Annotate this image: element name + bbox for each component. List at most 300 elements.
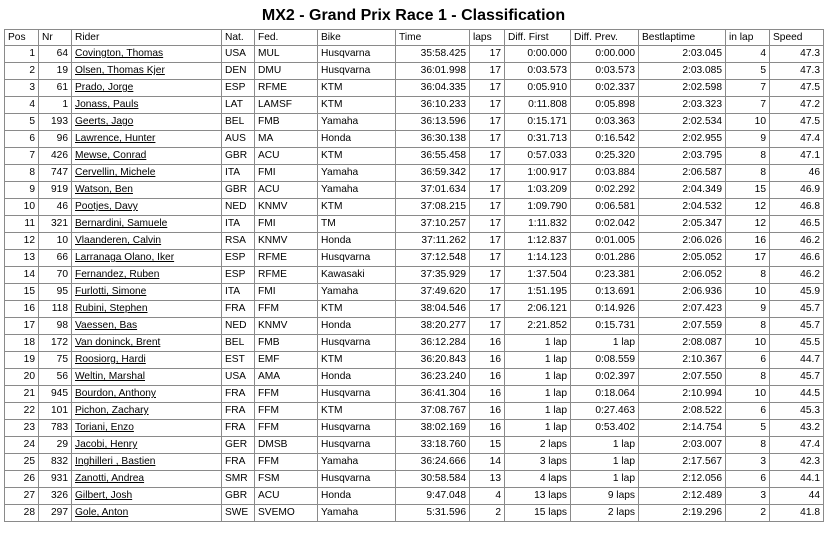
cell-nr: 426 bbox=[39, 148, 72, 165]
cell-nr: 95 bbox=[39, 284, 72, 301]
cell-nr: 193 bbox=[39, 114, 72, 131]
cell-speed: 46.2 bbox=[770, 267, 824, 284]
cell-diff-prev: 2 laps bbox=[571, 505, 639, 522]
column-header-fed: Fed. bbox=[255, 30, 318, 46]
cell-fed: SVEMO bbox=[255, 505, 318, 522]
cell-bike: Husqvarna bbox=[318, 437, 396, 454]
cell-fed: MA bbox=[255, 131, 318, 148]
cell-nat: FRA bbox=[222, 386, 255, 403]
rider-link[interactable]: Vaessen, Bas bbox=[72, 318, 222, 335]
cell-laps: 17 bbox=[470, 233, 505, 250]
cell-laps: 4 bbox=[470, 488, 505, 505]
cell-in-lap: 9 bbox=[726, 301, 770, 318]
cell-best-lap-time: 2:04.349 bbox=[639, 182, 726, 199]
cell-speed: 47.3 bbox=[770, 46, 824, 63]
results-body bbox=[5, 46, 824, 522]
table-row bbox=[5, 505, 824, 522]
cell-nat: ESP bbox=[222, 80, 255, 97]
cell-laps: 16 bbox=[470, 369, 505, 386]
cell-pos: 25 bbox=[5, 454, 39, 471]
table-row bbox=[5, 386, 824, 403]
cell-fed: RFME bbox=[255, 267, 318, 284]
cell-pos: 4 bbox=[5, 97, 39, 114]
cell-fed: FFM bbox=[255, 301, 318, 318]
cell-diff-prev: 0:01.005 bbox=[571, 233, 639, 250]
cell-fed: FSM bbox=[255, 471, 318, 488]
cell-best-lap-time: 2:04.532 bbox=[639, 199, 726, 216]
cell-fed: AMA bbox=[255, 369, 318, 386]
cell-diff-prev: 0:18.064 bbox=[571, 386, 639, 403]
cell-speed: 41.8 bbox=[770, 505, 824, 522]
cell-laps: 17 bbox=[470, 301, 505, 318]
cell-best-lap-time: 2:02.534 bbox=[639, 114, 726, 131]
table-row bbox=[5, 437, 824, 454]
cell-speed: 45.9 bbox=[770, 284, 824, 301]
cell-diff-first: 1:12.837 bbox=[505, 233, 571, 250]
cell-pos: 5 bbox=[5, 114, 39, 131]
cell-in-lap: 8 bbox=[726, 148, 770, 165]
cell-nr: 101 bbox=[39, 403, 72, 420]
cell-speed: 45.3 bbox=[770, 403, 824, 420]
cell-pos: 14 bbox=[5, 267, 39, 284]
cell-laps: 16 bbox=[470, 403, 505, 420]
cell-fed: DMU bbox=[255, 63, 318, 80]
cell-diff-first: 0:00.000 bbox=[505, 46, 571, 63]
cell-time: 30:58.584 bbox=[396, 471, 470, 488]
cell-nr: 70 bbox=[39, 267, 72, 284]
table-row bbox=[5, 403, 824, 420]
rider-link[interactable]: Gole, Anton bbox=[72, 505, 222, 522]
table-row bbox=[5, 352, 824, 369]
cell-bike: KTM bbox=[318, 148, 396, 165]
cell-best-lap-time: 2:03.007 bbox=[639, 437, 726, 454]
cell-fed: FMI bbox=[255, 216, 318, 233]
cell-diff-prev: 0:53.402 bbox=[571, 420, 639, 437]
cell-speed: 45.5 bbox=[770, 335, 824, 352]
cell-in-lap: 10 bbox=[726, 386, 770, 403]
table-row bbox=[5, 488, 824, 505]
rider-link[interactable]: Van doninck, Brent bbox=[72, 335, 222, 352]
cell-pos: 15 bbox=[5, 284, 39, 301]
cell-nat: ESP bbox=[222, 250, 255, 267]
cell-nat: FRA bbox=[222, 420, 255, 437]
cell-time: 37:08.215 bbox=[396, 199, 470, 216]
cell-best-lap-time: 2:03.085 bbox=[639, 63, 726, 80]
cell-nr: 931 bbox=[39, 471, 72, 488]
cell-diff-first: 1:00.917 bbox=[505, 165, 571, 182]
table-row bbox=[5, 199, 824, 216]
cell-best-lap-time: 2:06.936 bbox=[639, 284, 726, 301]
table-row bbox=[5, 301, 824, 318]
column-header-diff-prev: Diff. Prev. bbox=[571, 30, 639, 46]
cell-laps: 16 bbox=[470, 335, 505, 352]
cell-best-lap-time: 2:17.567 bbox=[639, 454, 726, 471]
rider-link[interactable]: Covington, Thomas bbox=[72, 46, 222, 63]
cell-diff-prev: 0:01.286 bbox=[571, 250, 639, 267]
cell-pos: 13 bbox=[5, 250, 39, 267]
cell-nr: 297 bbox=[39, 505, 72, 522]
table-row bbox=[5, 267, 824, 284]
cell-bike: Husqvarna bbox=[318, 46, 396, 63]
cell-fed: KNMV bbox=[255, 318, 318, 335]
cell-speed: 44.1 bbox=[770, 471, 824, 488]
cell-diff-first: 0:03.573 bbox=[505, 63, 571, 80]
cell-diff-first: 0:57.033 bbox=[505, 148, 571, 165]
cell-in-lap: 16 bbox=[726, 233, 770, 250]
cell-diff-first: 2:21.852 bbox=[505, 318, 571, 335]
cell-fed: FMI bbox=[255, 165, 318, 182]
table-row bbox=[5, 233, 824, 250]
cell-laps: 13 bbox=[470, 471, 505, 488]
column-header-speed: Speed bbox=[770, 30, 824, 46]
cell-speed: 44.7 bbox=[770, 352, 824, 369]
cell-diff-prev: 0:13.691 bbox=[571, 284, 639, 301]
cell-nat: GBR bbox=[222, 148, 255, 165]
cell-bike: KTM bbox=[318, 80, 396, 97]
cell-diff-prev: 0:06.581 bbox=[571, 199, 639, 216]
cell-time: 36:13.596 bbox=[396, 114, 470, 131]
cell-in-lap: 6 bbox=[726, 471, 770, 488]
cell-time: 37:35.929 bbox=[396, 267, 470, 284]
cell-nr: 832 bbox=[39, 454, 72, 471]
cell-pos: 17 bbox=[5, 318, 39, 335]
cell-diff-prev: 0:02.042 bbox=[571, 216, 639, 233]
cell-in-lap: 8 bbox=[726, 369, 770, 386]
rider-link[interactable]: Cervellin, Michele bbox=[72, 165, 222, 182]
table-row bbox=[5, 148, 824, 165]
table-row bbox=[5, 318, 824, 335]
cell-laps: 17 bbox=[470, 199, 505, 216]
rider-link[interactable]: Pootjes, Davy bbox=[72, 199, 222, 216]
cell-diff-prev: 1 lap bbox=[571, 454, 639, 471]
cell-fed: KNMV bbox=[255, 199, 318, 216]
cell-nat: LAT bbox=[222, 97, 255, 114]
cell-diff-first: 1:03.209 bbox=[505, 182, 571, 199]
cell-nr: 98 bbox=[39, 318, 72, 335]
cell-in-lap: 10 bbox=[726, 284, 770, 301]
classification-table bbox=[4, 29, 824, 522]
cell-nr: 29 bbox=[39, 437, 72, 454]
cell-laps: 16 bbox=[470, 352, 505, 369]
rider-link[interactable]: Gilbert, Josh bbox=[72, 488, 222, 505]
column-header-bike: Bike bbox=[318, 30, 396, 46]
cell-diff-prev: 1 lap bbox=[571, 471, 639, 488]
cell-nat: RSA bbox=[222, 233, 255, 250]
cell-time: 5:31.596 bbox=[396, 505, 470, 522]
cell-pos: 27 bbox=[5, 488, 39, 505]
cell-diff-first: 2 laps bbox=[505, 437, 571, 454]
rider-link[interactable]: Zanotti, Andrea bbox=[72, 471, 222, 488]
cell-fed: DMSB bbox=[255, 437, 318, 454]
cell-nat: NED bbox=[222, 199, 255, 216]
cell-laps: 17 bbox=[470, 46, 505, 63]
cell-speed: 44 bbox=[770, 488, 824, 505]
table-row bbox=[5, 63, 824, 80]
cell-time: 36:41.304 bbox=[396, 386, 470, 403]
cell-speed: 47.2 bbox=[770, 97, 824, 114]
cell-fed: LAMSF bbox=[255, 97, 318, 114]
cell-best-lap-time: 2:07.550 bbox=[639, 369, 726, 386]
cell-diff-first: 1 lap bbox=[505, 386, 571, 403]
cell-bike: Yamaha bbox=[318, 114, 396, 131]
cell-time: 38:02.169 bbox=[396, 420, 470, 437]
rider-link[interactable]: Larranaga Olano, Iker bbox=[72, 250, 222, 267]
rider-link[interactable]: Rubini, Stephen bbox=[72, 301, 222, 318]
rider-link[interactable]: Bernardini, Samuele bbox=[72, 216, 222, 233]
cell-bike: Husqvarna bbox=[318, 386, 396, 403]
rider-link[interactable]: Geerts, Jago bbox=[72, 114, 222, 131]
cell-speed: 46.6 bbox=[770, 250, 824, 267]
cell-nr: 61 bbox=[39, 80, 72, 97]
cell-bike: Kawasaki bbox=[318, 267, 396, 284]
cell-speed: 42.3 bbox=[770, 454, 824, 471]
cell-pos: 9 bbox=[5, 182, 39, 199]
cell-time: 36:20.843 bbox=[396, 352, 470, 369]
cell-pos: 22 bbox=[5, 403, 39, 420]
cell-best-lap-time: 2:07.423 bbox=[639, 301, 726, 318]
cell-in-lap: 5 bbox=[726, 63, 770, 80]
cell-bike: Husqvarna bbox=[318, 471, 396, 488]
rider-link[interactable]: Toriani, Enzo bbox=[72, 420, 222, 437]
header-row bbox=[5, 30, 824, 46]
cell-time: 36:10.233 bbox=[396, 97, 470, 114]
cell-nat: SMR bbox=[222, 471, 255, 488]
table-row bbox=[5, 250, 824, 267]
cell-speed: 47.4 bbox=[770, 437, 824, 454]
cell-in-lap: 10 bbox=[726, 114, 770, 131]
cell-pos: 7 bbox=[5, 148, 39, 165]
cell-nr: 326 bbox=[39, 488, 72, 505]
rider-link[interactable]: Inghilleri , Bastien bbox=[72, 454, 222, 471]
cell-best-lap-time: 2:05.052 bbox=[639, 250, 726, 267]
cell-best-lap-time: 2:19.296 bbox=[639, 505, 726, 522]
cell-fed: FMB bbox=[255, 335, 318, 352]
cell-speed: 45.7 bbox=[770, 318, 824, 335]
cell-pos: 23 bbox=[5, 420, 39, 437]
table-row bbox=[5, 216, 824, 233]
table-row bbox=[5, 284, 824, 301]
table-row bbox=[5, 454, 824, 471]
column-header-rider: Rider bbox=[72, 30, 222, 46]
cell-bike: Yamaha bbox=[318, 284, 396, 301]
cell-nr: 66 bbox=[39, 250, 72, 267]
cell-best-lap-time: 2:08.087 bbox=[639, 335, 726, 352]
cell-pos: 19 bbox=[5, 352, 39, 369]
cell-laps: 16 bbox=[470, 386, 505, 403]
cell-speed: 46.9 bbox=[770, 182, 824, 199]
cell-laps: 17 bbox=[470, 165, 505, 182]
cell-laps: 17 bbox=[470, 148, 505, 165]
cell-diff-prev: 0:03.884 bbox=[571, 165, 639, 182]
cell-time: 38:04.546 bbox=[396, 301, 470, 318]
cell-pos: 3 bbox=[5, 80, 39, 97]
cell-diff-first: 1 lap bbox=[505, 420, 571, 437]
rider-link[interactable]: Fernandez, Ruben bbox=[72, 267, 222, 284]
cell-in-lap: 17 bbox=[726, 250, 770, 267]
cell-fed: FFM bbox=[255, 403, 318, 420]
cell-speed: 46.2 bbox=[770, 233, 824, 250]
rider-link[interactable]: Weltin, Marshal bbox=[72, 369, 222, 386]
cell-laps: 17 bbox=[470, 114, 505, 131]
cell-nat: FRA bbox=[222, 403, 255, 420]
cell-speed: 47.3 bbox=[770, 63, 824, 80]
cell-nr: 75 bbox=[39, 352, 72, 369]
rider-link[interactable]: Jacobi, Henry bbox=[72, 437, 222, 454]
cell-laps: 17 bbox=[470, 250, 505, 267]
cell-best-lap-time: 2:06.026 bbox=[639, 233, 726, 250]
cell-nr: 945 bbox=[39, 386, 72, 403]
cell-laps: 17 bbox=[470, 131, 505, 148]
cell-diff-prev: 0:00.000 bbox=[571, 46, 639, 63]
cell-diff-first: 2:06.121 bbox=[505, 301, 571, 318]
cell-time: 37:10.257 bbox=[396, 216, 470, 233]
column-header-pos: Pos bbox=[5, 30, 39, 46]
cell-diff-prev: 9 laps bbox=[571, 488, 639, 505]
cell-speed: 47.1 bbox=[770, 148, 824, 165]
cell-diff-first: 1 lap bbox=[505, 352, 571, 369]
cell-best-lap-time: 2:02.598 bbox=[639, 80, 726, 97]
cell-diff-first: 0:05.910 bbox=[505, 80, 571, 97]
cell-in-lap: 3 bbox=[726, 488, 770, 505]
cell-diff-prev: 0:02.337 bbox=[571, 80, 639, 97]
cell-bike: KTM bbox=[318, 403, 396, 420]
cell-diff-first: 4 laps bbox=[505, 471, 571, 488]
cell-best-lap-time: 2:08.522 bbox=[639, 403, 726, 420]
cell-fed: FFM bbox=[255, 386, 318, 403]
rider-link[interactable]: Mewse, Conrad bbox=[72, 148, 222, 165]
cell-speed: 46 bbox=[770, 165, 824, 182]
cell-diff-first: 1:09.790 bbox=[505, 199, 571, 216]
cell-bike: Honda bbox=[318, 233, 396, 250]
cell-best-lap-time: 2:03.045 bbox=[639, 46, 726, 63]
cell-diff-prev: 1 lap bbox=[571, 437, 639, 454]
cell-bike: Yamaha bbox=[318, 182, 396, 199]
rider-link[interactable]: Pichon, Zachary bbox=[72, 403, 222, 420]
cell-time: 37:11.262 bbox=[396, 233, 470, 250]
column-header-diff-first: Diff. First bbox=[505, 30, 571, 46]
cell-fed: FMI bbox=[255, 284, 318, 301]
cell-in-lap: 8 bbox=[726, 437, 770, 454]
rider-link[interactable]: Roosiorg, Hardi bbox=[72, 352, 222, 369]
cell-in-lap: 12 bbox=[726, 216, 770, 233]
cell-best-lap-time: 2:02.955 bbox=[639, 131, 726, 148]
cell-bike: Honda bbox=[318, 488, 396, 505]
cell-in-lap: 8 bbox=[726, 318, 770, 335]
cell-bike: Yamaha bbox=[318, 165, 396, 182]
cell-pos: 16 bbox=[5, 301, 39, 318]
cell-bike: KTM bbox=[318, 199, 396, 216]
cell-time: 36:04.335 bbox=[396, 80, 470, 97]
cell-nr: 19 bbox=[39, 63, 72, 80]
cell-nat: USA bbox=[222, 369, 255, 386]
rider-link[interactable]: Furlotti, Simone bbox=[72, 284, 222, 301]
cell-nat: GBR bbox=[222, 182, 255, 199]
cell-in-lap: 9 bbox=[726, 131, 770, 148]
cell-fed: ACU bbox=[255, 488, 318, 505]
cell-nr: 172 bbox=[39, 335, 72, 352]
cell-speed: 47.5 bbox=[770, 80, 824, 97]
cell-nr: 783 bbox=[39, 420, 72, 437]
cell-nat: SWE bbox=[222, 505, 255, 522]
cell-fed: KNMV bbox=[255, 233, 318, 250]
rider-link[interactable]: Olsen, Thomas Kjer bbox=[72, 63, 222, 80]
cell-pos: 18 bbox=[5, 335, 39, 352]
rider-link[interactable]: Lawrence, Hunter bbox=[72, 131, 222, 148]
cell-laps: 15 bbox=[470, 437, 505, 454]
cell-in-lap: 3 bbox=[726, 454, 770, 471]
cell-pos: 20 bbox=[5, 369, 39, 386]
cell-laps: 17 bbox=[470, 267, 505, 284]
cell-nat: USA bbox=[222, 46, 255, 63]
rider-link[interactable]: Watson, Ben bbox=[72, 182, 222, 199]
cell-in-lap: 8 bbox=[726, 267, 770, 284]
cell-bike: Honda bbox=[318, 131, 396, 148]
cell-fed: FMB bbox=[255, 114, 318, 131]
cell-pos: 8 bbox=[5, 165, 39, 182]
cell-time: 36:01.998 bbox=[396, 63, 470, 80]
cell-speed: 47.5 bbox=[770, 114, 824, 131]
cell-pos: 12 bbox=[5, 233, 39, 250]
cell-time: 36:23.240 bbox=[396, 369, 470, 386]
cell-fed: ACU bbox=[255, 182, 318, 199]
cell-nr: 1 bbox=[39, 97, 72, 114]
page-title: MX2 - Grand Prix Race 1 - Classification bbox=[261, 7, 566, 24]
cell-laps: 2 bbox=[470, 505, 505, 522]
cell-speed: 47.4 bbox=[770, 131, 824, 148]
cell-pos: 28 bbox=[5, 505, 39, 522]
cell-best-lap-time: 2:07.559 bbox=[639, 318, 726, 335]
rider-link[interactable]: Bourdon, Anthony bbox=[72, 386, 222, 403]
cell-time: 37:01.634 bbox=[396, 182, 470, 199]
rider-link[interactable]: Jonass, Pauls bbox=[72, 97, 222, 114]
cell-diff-prev: 0:15.731 bbox=[571, 318, 639, 335]
table-row bbox=[5, 46, 824, 63]
cell-pos: 11 bbox=[5, 216, 39, 233]
cell-best-lap-time: 2:03.323 bbox=[639, 97, 726, 114]
cell-time: 9:47.048 bbox=[396, 488, 470, 505]
cell-nat: FRA bbox=[222, 301, 255, 318]
cell-time: 36:12.284 bbox=[396, 335, 470, 352]
cell-laps: 17 bbox=[470, 216, 505, 233]
table-row bbox=[5, 114, 824, 131]
cell-nat: BEL bbox=[222, 335, 255, 352]
table-row bbox=[5, 420, 824, 437]
cell-diff-prev: 0:14.926 bbox=[571, 301, 639, 318]
cell-nr: 10 bbox=[39, 233, 72, 250]
table-row bbox=[5, 182, 824, 199]
cell-nat: GBR bbox=[222, 488, 255, 505]
cell-laps: 17 bbox=[470, 318, 505, 335]
cell-diff-prev: 0:02.292 bbox=[571, 182, 639, 199]
table-row bbox=[5, 335, 824, 352]
rider-link[interactable]: Vlaanderen, Calvin bbox=[72, 233, 222, 250]
table-row bbox=[5, 471, 824, 488]
cell-laps: 17 bbox=[470, 97, 505, 114]
cell-in-lap: 10 bbox=[726, 335, 770, 352]
cell-time: 36:24.666 bbox=[396, 454, 470, 471]
cell-nat: EST bbox=[222, 352, 255, 369]
cell-bike: KTM bbox=[318, 301, 396, 318]
cell-speed: 46.5 bbox=[770, 216, 824, 233]
cell-pos: 24 bbox=[5, 437, 39, 454]
cell-nr: 46 bbox=[39, 199, 72, 216]
cell-bike: Husqvarna bbox=[318, 63, 396, 80]
column-header-time: Time bbox=[396, 30, 470, 46]
rider-link[interactable]: Prado, Jorge bbox=[72, 80, 222, 97]
cell-bike: Husqvarna bbox=[318, 250, 396, 267]
cell-fed: RFME bbox=[255, 250, 318, 267]
cell-in-lap: 2 bbox=[726, 505, 770, 522]
